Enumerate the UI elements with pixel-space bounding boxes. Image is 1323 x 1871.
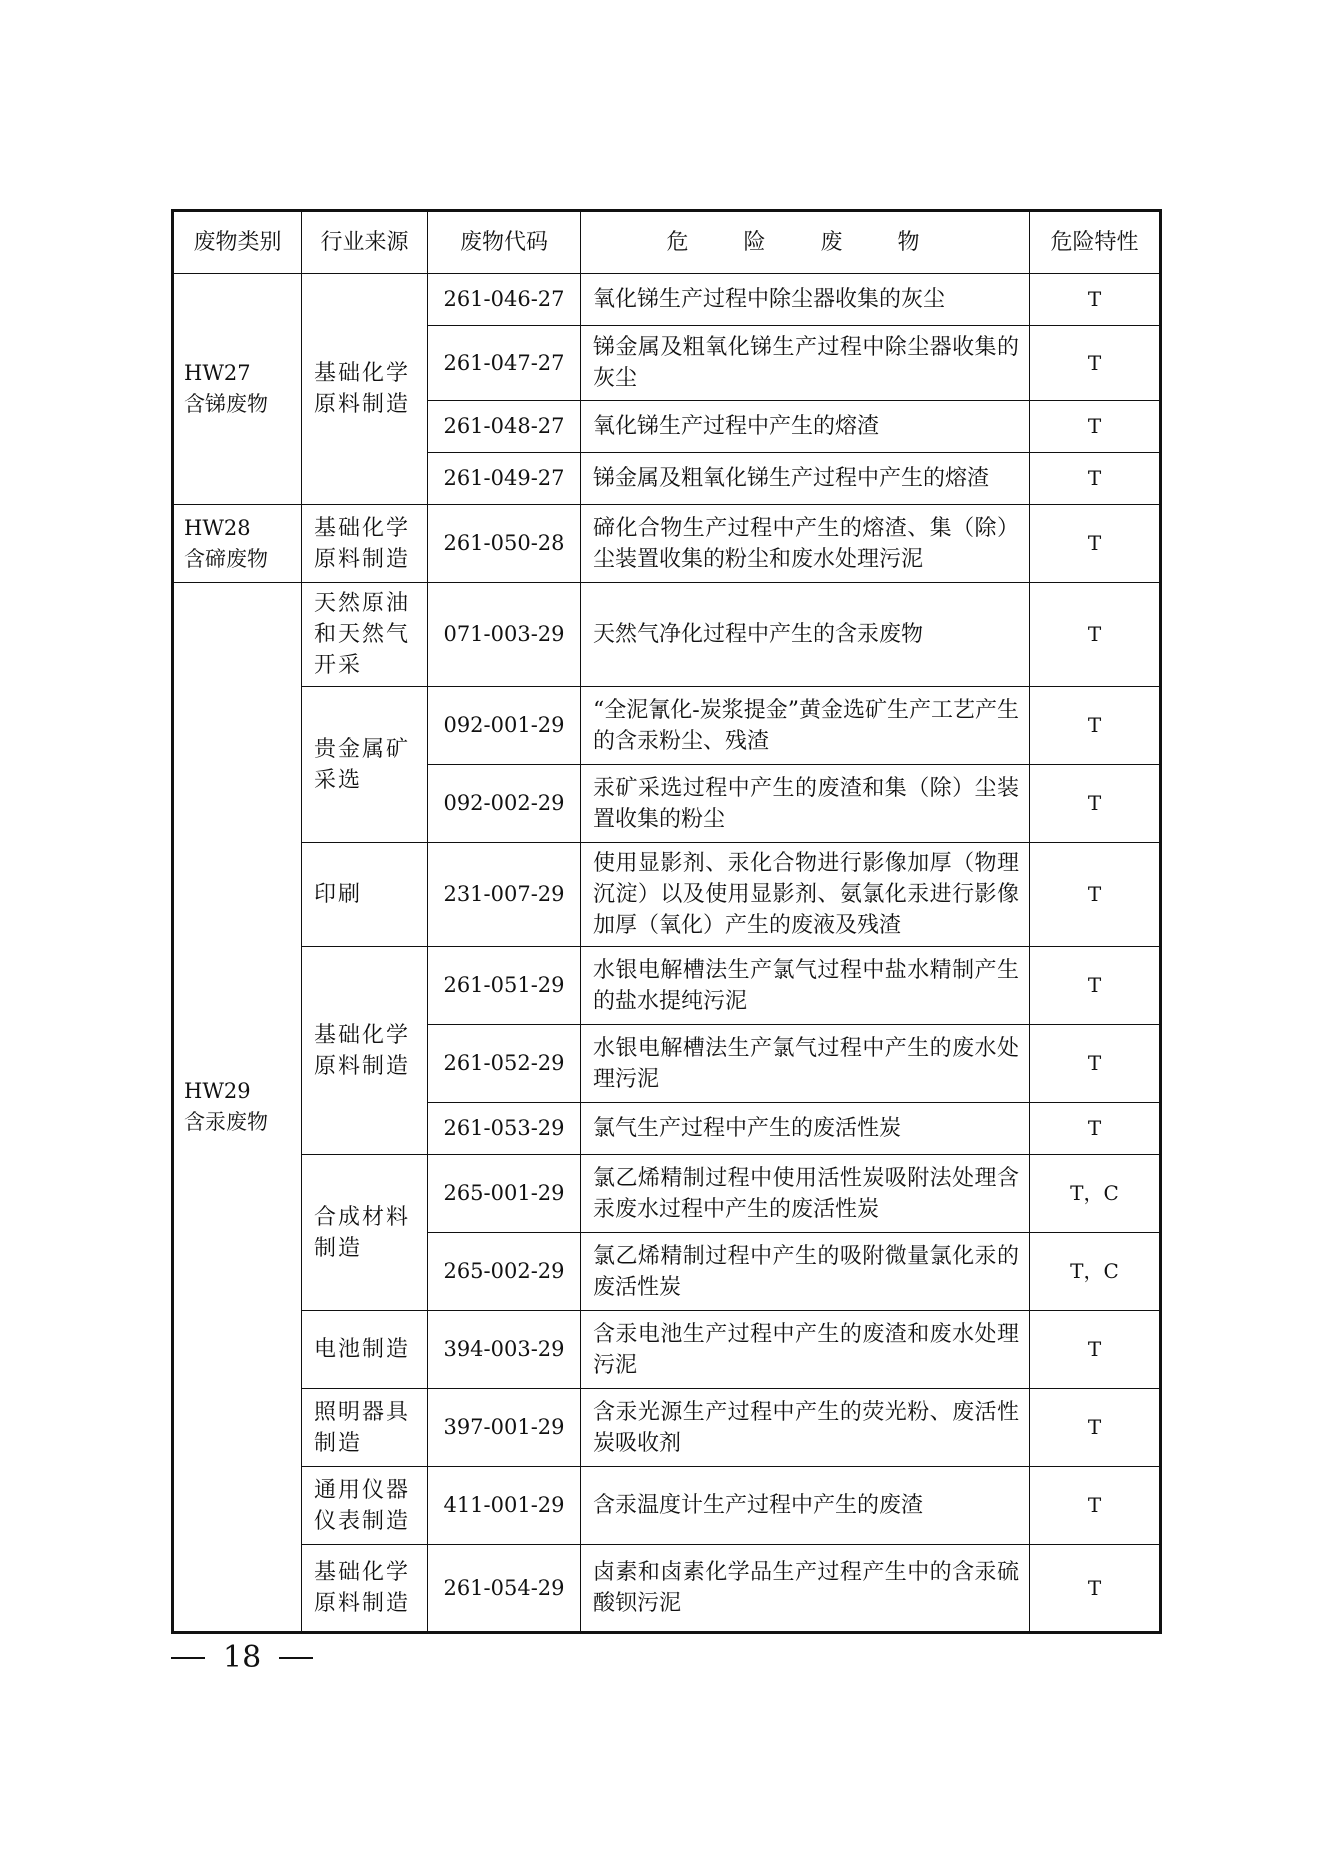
waste-category-line: HW29: [184, 1079, 251, 1103]
table-row: [173, 947, 1161, 1025]
hazard-property-cell: T: [1030, 401, 1161, 453]
hazard-property-cell: T: [1030, 687, 1161, 765]
waste-code-cell: 394-003-29: [428, 1311, 581, 1389]
waste-description-cell: 含汞电池生产过程中产生的废渣和废水处理污泥: [581, 1311, 1030, 1389]
waste-code-cell: 261-049-27: [428, 453, 581, 505]
header-industry: 行业来源: [302, 211, 428, 274]
waste-description-cell: 使用显影剂、汞化合物进行影像加厚（物理沉淀）以及使用显影剂、氨氯化汞进行影像加厚（氧化）产生的废液及残渣: [581, 843, 1030, 947]
waste-code-cell: 261-053-29: [428, 1103, 581, 1155]
waste-code-cell: 231-007-29: [428, 843, 581, 947]
hazard-property-cell: T: [1030, 843, 1161, 947]
hazard-property-cell: T: [1030, 1545, 1161, 1633]
waste-description-cell: 卤素和卤素化学品生产过程产生中的含汞硫酸钡污泥: [581, 1545, 1030, 1633]
waste-code-cell: 092-002-29: [428, 765, 581, 843]
hazard-property-cell: T: [1030, 583, 1161, 687]
waste-code-cell: 261-047-27: [428, 326, 581, 401]
table-row: [173, 843, 1161, 947]
hazard-property-cell: T: [1030, 1103, 1161, 1155]
industry-source-cell: 电池制造: [302, 1311, 428, 1389]
table-row: [173, 1311, 1161, 1389]
hazard-property-cell: T: [1030, 1389, 1161, 1467]
table-row: [173, 1155, 1161, 1233]
hazard-property-cell: T: [1030, 947, 1161, 1025]
table-body: [173, 274, 1161, 1633]
waste-description-cell: 氯乙烯精制过程中产生的吸附微量氯化汞的废活性炭: [581, 1233, 1030, 1311]
industry-source-cell: 印刷: [302, 843, 428, 947]
table-row: [173, 1467, 1161, 1545]
waste-description-cell: 天然气净化过程中产生的含汞废物: [581, 583, 1030, 687]
waste-code-cell: 261-046-27: [428, 274, 581, 326]
table-row: [173, 1545, 1161, 1633]
industry-source-cell: 基础化学原料制造: [302, 947, 428, 1155]
waste-description-cell: 水银电解槽法生产氯气过程中盐水精制产生的盐水提纯污泥: [581, 947, 1030, 1025]
table-row: [173, 505, 1161, 583]
waste-description-cell: 氯乙烯精制过程中使用活性炭吸附法处理含汞废水过程中产生的废活性炭: [581, 1155, 1030, 1233]
header-hazard: 危险特性: [1030, 211, 1161, 274]
industry-source-cell: 通用仪器仪表制造: [302, 1467, 428, 1545]
waste-description-cell: 锑金属及粗氧化锑生产过程中产生的熔渣: [581, 453, 1030, 505]
hazard-property-cell: T，C: [1030, 1233, 1161, 1311]
waste-category-cell: [173, 274, 302, 505]
waste-category-line: 含汞废物: [184, 1110, 268, 1134]
hazard-property-cell: T: [1030, 1025, 1161, 1103]
hazardous-waste-table: [171, 209, 1162, 1634]
waste-category-line: HW28: [184, 515, 251, 540]
table-row: [173, 687, 1161, 765]
industry-source-cell: 照明器具制造: [302, 1389, 428, 1467]
waste-description-cell: 氧化锑生产过程中除尘器收集的灰尘: [581, 274, 1030, 326]
waste-code-cell: 261-052-29: [428, 1025, 581, 1103]
hazard-property-cell: T: [1030, 765, 1161, 843]
waste-code-cell: 261-050-28: [428, 505, 581, 583]
waste-description-cell: 锑金属及粗氧化锑生产过程中除尘器收集的灰尘: [581, 326, 1030, 401]
dash-left: [171, 1657, 205, 1659]
waste-code-cell: 261-048-27: [428, 401, 581, 453]
industry-source-cell: 基础化学原料制造: [302, 274, 428, 505]
table-header-row: [173, 211, 1161, 274]
waste-code-cell: 261-054-29: [428, 1545, 581, 1633]
dash-right: [279, 1657, 313, 1659]
waste-code-cell: 265-002-29: [428, 1233, 581, 1311]
header-code: 废物代码: [428, 211, 581, 274]
waste-category-cell: [173, 583, 302, 1633]
header-category: 废物类别: [173, 211, 302, 274]
table-row: [173, 583, 1161, 687]
waste-category-line: HW27: [184, 361, 251, 385]
hazard-property-cell: T: [1030, 326, 1161, 401]
waste-category-line: 含锑废物: [184, 392, 268, 416]
hazard-property-cell: T: [1030, 453, 1161, 505]
waste-description-cell: 氯气生产过程中产生的废活性炭: [581, 1103, 1030, 1155]
waste-code-cell: 261-051-29: [428, 947, 581, 1025]
waste-description-cell: “全泥氰化-炭浆提金”黄金选矿生产工艺产生的含汞粉尘、残渣: [581, 687, 1030, 765]
waste-description-cell: 水银电解槽法生产氯气过程中产生的废水处理污泥: [581, 1025, 1030, 1103]
hazard-property-cell: T: [1030, 1467, 1161, 1545]
industry-source-cell: 基础化学原料制造: [302, 1545, 428, 1633]
waste-description-cell: 碲化合物生产过程中产生的熔渣、集（除）尘装置收集的粉尘和废水处理污泥: [581, 505, 1030, 583]
page-number-text: 18: [223, 1640, 262, 1675]
waste-description-cell: 含汞温度计生产过程中产生的废渣: [581, 1467, 1030, 1545]
waste-description-cell: 含汞光源生产过程中产生的荧光粉、废活性炭吸收剂: [581, 1389, 1030, 1467]
industry-source-cell: 天然原油和天然气开采: [302, 583, 428, 687]
table-row: [173, 1389, 1161, 1467]
waste-code-cell: 397-001-29: [428, 1389, 581, 1467]
header-waste: 危 险 废 物: [581, 211, 1030, 274]
industry-source-cell: 基础化学原料制造: [302, 505, 428, 583]
waste-category-line: 含碲废物: [184, 546, 268, 571]
waste-code-cell: 071-003-29: [428, 583, 581, 687]
table-row: [173, 274, 1161, 326]
hazard-property-cell: T: [1030, 274, 1161, 326]
industry-source-cell: 合成材料制造: [302, 1155, 428, 1311]
page-number: [171, 1640, 313, 1675]
waste-code-cell: 265-001-29: [428, 1155, 581, 1233]
waste-code-cell: 411-001-29: [428, 1467, 581, 1545]
hazard-property-cell: T，C: [1030, 1155, 1161, 1233]
waste-description-cell: 汞矿采选过程中产生的废渣和集（除）尘装置收集的粉尘: [581, 765, 1030, 843]
hazard-property-cell: T: [1030, 505, 1161, 583]
waste-category-cell: [173, 505, 302, 583]
hazard-property-cell: T: [1030, 1311, 1161, 1389]
waste-description-cell: 氧化锑生产过程中产生的熔渣: [581, 401, 1030, 453]
waste-code-cell: 092-001-29: [428, 687, 581, 765]
industry-source-cell: 贵金属矿采选: [302, 687, 428, 843]
